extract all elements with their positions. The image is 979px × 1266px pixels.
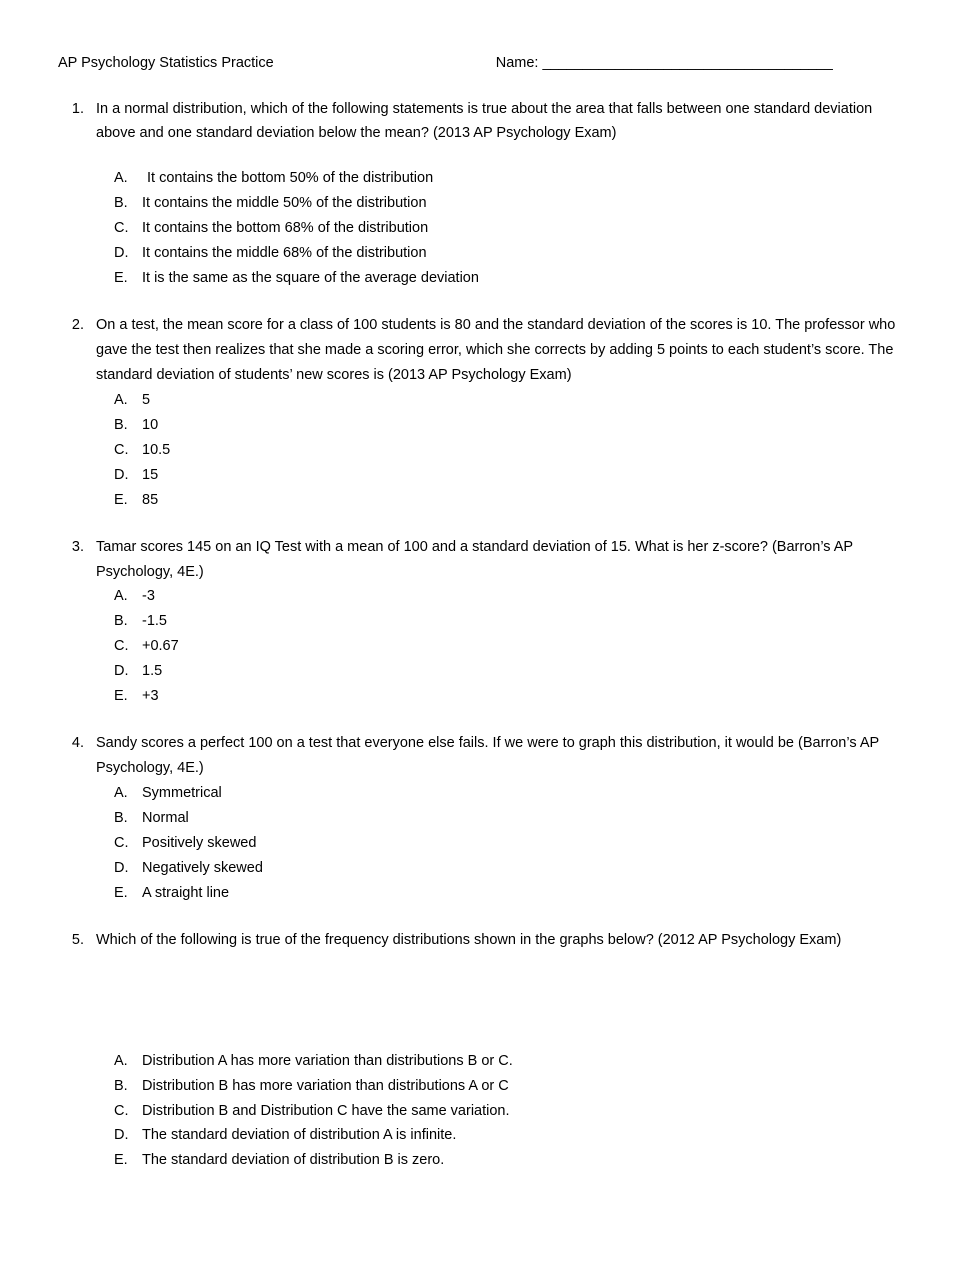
question-text: In a normal distribution, which of the following statements is true about the area that falls between one standard deviation above and one standard deviation below the mean? (2013 AP Psychology Exam): [96, 100, 873, 142]
choice-d[interactable]: [114, 659, 919, 684]
choice-letter: C.: [114, 834, 129, 851]
choice-d[interactable]: [114, 241, 919, 266]
choice-letter: D.: [114, 859, 129, 876]
choice-letter: A.: [114, 588, 128, 605]
choice-letter: B.: [114, 416, 128, 433]
choice-d[interactable]: [114, 856, 919, 881]
choice-text: 1.5: [142, 663, 163, 680]
choice-text: Distribution B has more variation than distributions A or C: [142, 1077, 509, 1094]
question-4: [58, 731, 919, 906]
choice-text: A straight line: [142, 884, 230, 901]
choice-text: Positively skewed: [142, 834, 257, 851]
frequency-distribution-graphs-placeholder: [58, 953, 919, 1049]
choice-text: -1.5: [142, 613, 167, 630]
choice-letter: C.: [114, 220, 129, 237]
question-number: 3.: [71, 538, 84, 555]
choice-letter: A.: [114, 1052, 128, 1069]
choice-text: It contains the middle 50% of the distribution: [142, 195, 427, 212]
choice-letter: D.: [114, 1127, 129, 1144]
question-number: 2.: [71, 317, 84, 334]
choice-b[interactable]: [114, 191, 919, 216]
choice-a[interactable]: [114, 1049, 919, 1074]
question-body: [58, 731, 919, 781]
question-text: Tamar scores 145 on an IQ Test with a mean of 100 and a standard deviation of 15. What is her z-score? (Barron’s AP Psychology, 4E.): [96, 538, 853, 580]
choice-letter: D.: [114, 466, 129, 483]
choice-text: 5: [142, 391, 151, 408]
question-number: 4.: [71, 735, 84, 752]
choice-list: [58, 1049, 919, 1174]
choice-letter: B.: [114, 809, 128, 826]
choice-b[interactable]: [114, 806, 919, 831]
choice-text: Negatively skewed: [142, 859, 263, 876]
choice-text: Distribution B and Distribution C have the same variation.: [142, 1102, 510, 1119]
choice-text: The standard deviation of distribution A is infinite.: [142, 1127, 457, 1144]
choice-text: It contains the bottom 68% of the distribution: [142, 220, 429, 237]
choice-letter: A.: [114, 170, 128, 187]
choice-text: Symmetrical: [142, 785, 222, 801]
choice-text: 10: [142, 416, 159, 433]
choice-c[interactable]: [114, 438, 919, 463]
choice-e[interactable]: [114, 1148, 919, 1173]
choice-letter: E.: [114, 491, 128, 508]
choice-text: -3: [142, 588, 155, 605]
choice-letter: A.: [114, 785, 128, 801]
question-text: Sandy scores a perfect 100 on a test that everyone else fails. If we were to graph this distribution, it would be (Barron’s AP Psychology, 4E.): [96, 735, 879, 777]
choice-letter: B.: [114, 613, 128, 630]
name-field-label: [496, 56, 833, 71]
question-body: [58, 97, 919, 147]
choice-letter: D.: [114, 245, 129, 262]
choice-b[interactable]: [114, 413, 919, 438]
choice-letter: D.: [114, 663, 129, 680]
choice-list: [58, 166, 919, 291]
choice-a[interactable]: [114, 584, 919, 609]
choice-e[interactable]: [114, 881, 919, 906]
choice-letter: E.: [114, 688, 128, 705]
question-text: Which of the following is true of the frequency distributions shown in the graphs below? (2012 AP Psychology Exam): [96, 931, 842, 948]
choice-letter: E.: [114, 884, 128, 901]
choice-c[interactable]: [114, 216, 919, 241]
question-number: 1.: [71, 100, 84, 117]
choice-letter: A.: [114, 391, 128, 408]
choice-a[interactable]: [114, 388, 919, 413]
choice-d[interactable]: [114, 1123, 919, 1148]
choice-text: 85: [142, 491, 159, 508]
question-number: 5.: [71, 931, 84, 948]
name-label: Name:: [495, 55, 539, 71]
choice-text: It contains the bottom 50% of the distribution: [147, 170, 434, 187]
choice-text: Normal: [142, 809, 189, 826]
choice-b[interactable]: [114, 609, 919, 634]
choice-letter: E.: [114, 270, 128, 287]
choice-text: +0.67: [142, 638, 179, 655]
choice-text: 15: [142, 466, 159, 483]
page-header: [58, 56, 919, 71]
choice-letter: C.: [114, 638, 129, 655]
choice-a[interactable]: [114, 166, 919, 191]
choice-c[interactable]: [114, 831, 919, 856]
choice-b[interactable]: [114, 1074, 919, 1099]
choice-e[interactable]: [114, 684, 919, 709]
choice-text: Distribution A has more variation than distributions B or C.: [142, 1052, 513, 1069]
choice-letter: C.: [114, 441, 129, 458]
name-blank-line: ____________________________________: [542, 55, 833, 71]
choice-text: 10.5: [142, 441, 171, 458]
choice-a[interactable]: [114, 781, 919, 806]
question-text: On a test, the mean score for a class of 100 students is 80 and the standard deviation of the scores is 10. The professor who gave the test then realizes that she made a scoring error, which she corrects by adding 5 points to each student’s score. The standard deviation of students’ new scores is (2013 AP Psychology Exam): [96, 317, 896, 383]
question-body: [58, 928, 919, 953]
choice-e[interactable]: [114, 266, 919, 291]
page-title: AP Psychology Statistics Practice: [58, 55, 274, 71]
question-body: [58, 535, 919, 585]
choice-letter: B.: [114, 195, 128, 212]
choice-c[interactable]: [114, 634, 919, 659]
question-body: [58, 313, 919, 388]
question-1: [58, 97, 919, 292]
choice-list: [58, 388, 919, 513]
choice-text: It is the same as the square of the average deviation: [142, 270, 479, 287]
choice-e[interactable]: [114, 488, 919, 513]
choice-text: The standard deviation of distribution B is zero.: [142, 1152, 445, 1169]
choice-c[interactable]: [114, 1099, 919, 1124]
choice-d[interactable]: [114, 463, 919, 488]
choice-text: +3: [142, 688, 159, 705]
question-2: [58, 313, 919, 513]
choice-list: [58, 584, 919, 709]
choice-letter: B.: [114, 1077, 128, 1094]
question-3: [58, 535, 919, 710]
choice-list: [58, 781, 919, 906]
choice-text: It contains the middle 68% of the distribution: [142, 245, 427, 262]
question-5: [58, 928, 919, 1174]
choice-letter: C.: [114, 1102, 129, 1119]
choice-letter: E.: [114, 1152, 128, 1169]
